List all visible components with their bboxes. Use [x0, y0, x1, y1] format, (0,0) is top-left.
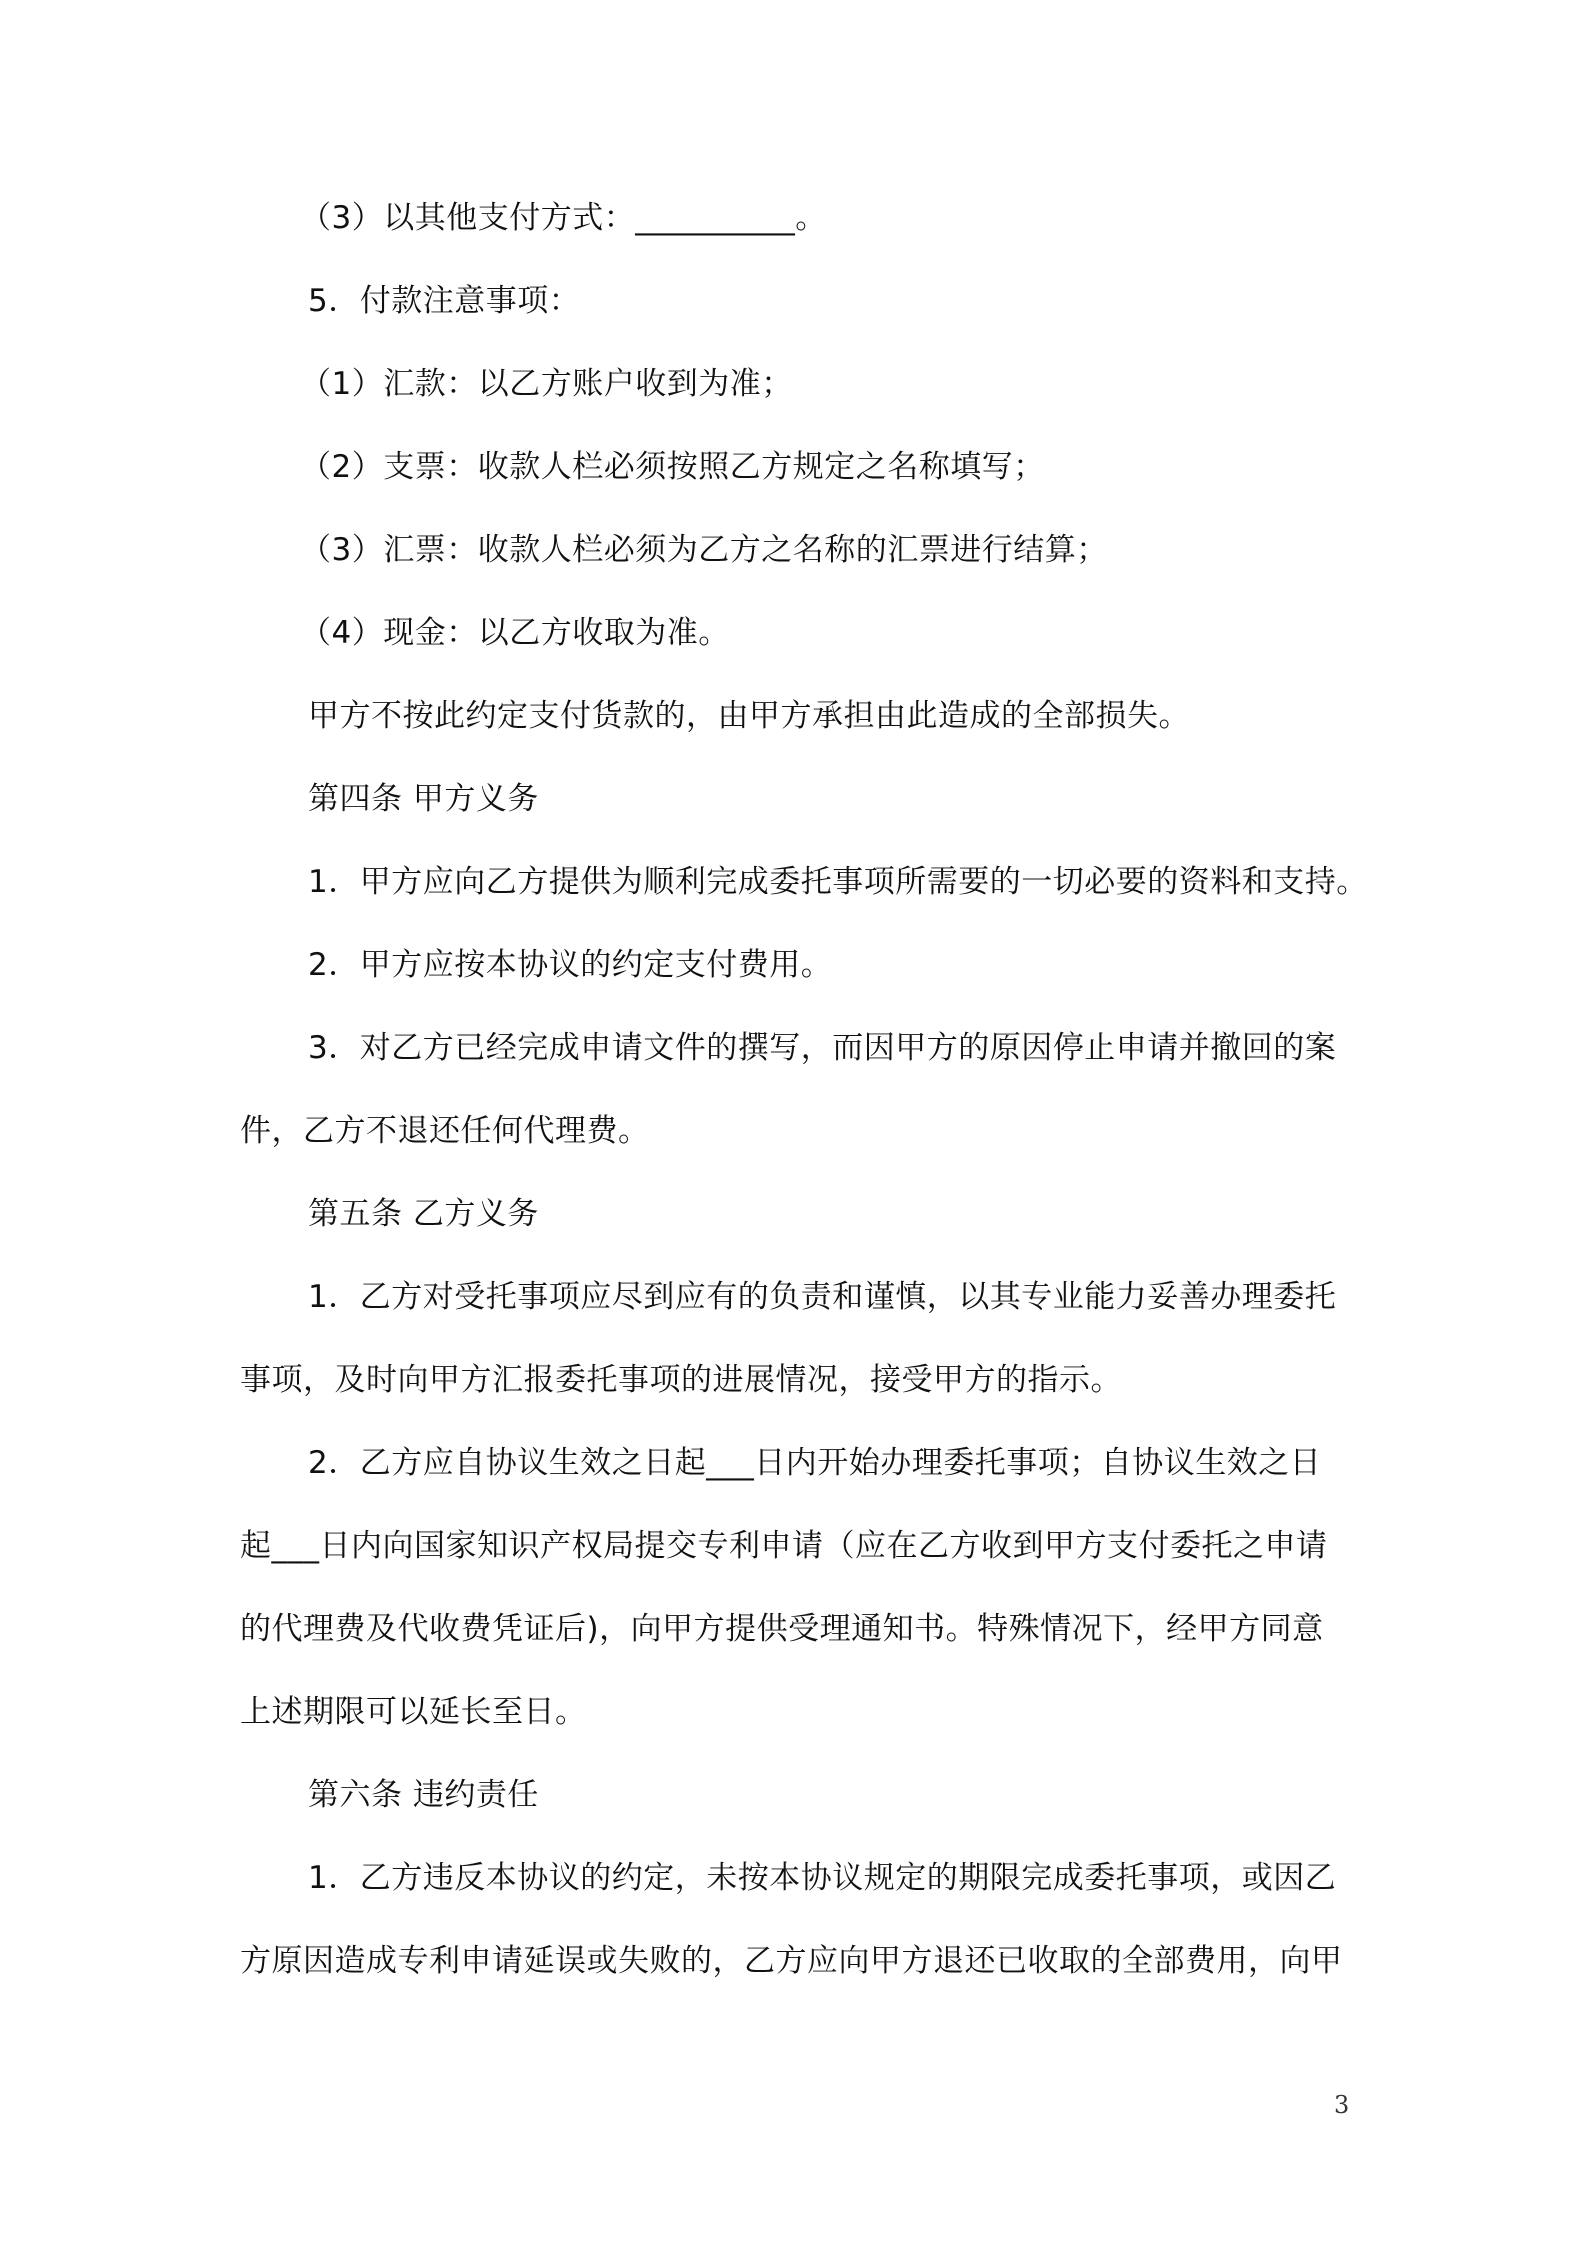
article-5-item-1-cont: 事项，及时向甲方汇报委托事项的进展情况，接受甲方的指示。	[240, 1362, 1122, 1398]
payment-note-cheque: （2）支票：收款人栏必须按照乙方规定之名称填写；	[300, 449, 1045, 485]
article-6-item-1: 1．乙方违反本协议的约定，未按本协议规定的期限完成委托事项，或因乙	[308, 1860, 1337, 1896]
payment-note-cash: （4）现金：以乙方收取为准。	[300, 615, 730, 651]
payment-notes-heading: 5．付款注意事项：	[308, 283, 581, 319]
payment-note-draft: （3）汇票：收款人栏必须为乙方之名称的汇票进行结算；	[300, 532, 1108, 568]
article-4-item-2: 2．甲方应按本协议的约定支付费用。	[308, 947, 833, 983]
payment-default-clause: 甲方不按此约定支付货款的，由甲方承担由此造成的全部损失。	[308, 698, 1190, 734]
article-6-heading: 第六条 违约责任	[308, 1777, 539, 1813]
article-6-item-1-cont: 方原因造成专利申请延误或失败的，乙方应向甲方退还已收取的全部费用，向甲	[240, 1943, 1343, 1979]
article-5-heading: 第五条 乙方义务	[308, 1196, 539, 1232]
article-4-item-3-cont: 件，乙方不退还任何代理费。	[240, 1113, 650, 1149]
payment-note-remittance: （1）汇款：以乙方账户收到为准；	[300, 366, 793, 402]
article-4-item-3: 3．对乙方已经完成申请文件的撰写，而因甲方的原因停止申请并撤回的案	[308, 1030, 1337, 1066]
article-5-item-2-cont-1: 起___日内向国家知识产权局提交专利申请（应在乙方收到甲方支付委托之申请	[240, 1528, 1328, 1564]
article-5-item-1: 1．乙方对受托事项应尽到应有的负责和谨慎，以其专业能力妥善办理委托	[308, 1279, 1337, 1315]
article-4-heading: 第四条 甲方义务	[308, 781, 539, 817]
article-5-item-2-cont-3: 上述期限可以延长至日。	[240, 1694, 587, 1730]
payment-method-other: （3）以其他支付方式：__________。	[300, 200, 827, 236]
article-5-item-2: 2．乙方应自协议生效之日起___日内开始办理委托事项；自协议生效之日	[308, 1445, 1322, 1481]
page-number: 3	[1334, 2091, 1350, 2119]
article-5-item-2-cont-2: 的代理费及代收费凭证后)，向甲方提供受理通知书。特殊情况下，经甲方同意	[240, 1611, 1324, 1647]
article-4-item-1: 1．甲方应向乙方提供为顺利完成委托事项所需要的一切必要的资料和支持。	[308, 864, 1368, 900]
